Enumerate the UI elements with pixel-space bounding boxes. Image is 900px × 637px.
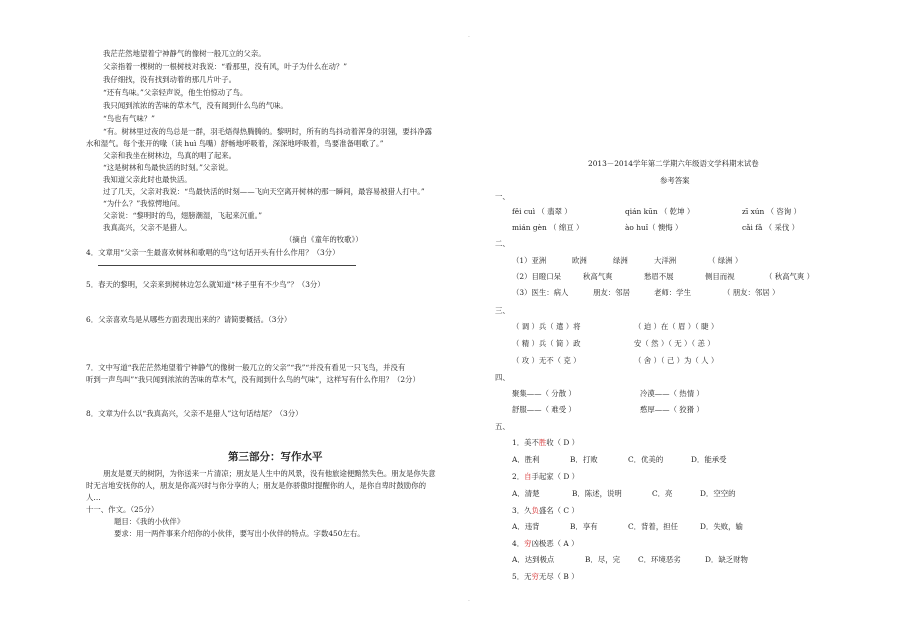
antonym-answer: 冷漠——（ 热情 ） bbox=[640, 389, 704, 398]
choice-option: A．清楚 bbox=[512, 489, 540, 498]
section-5-label: 五、 bbox=[495, 422, 510, 431]
pinyin-answer: ào huǐ（ 懊悔 ） bbox=[625, 223, 683, 232]
question-5: 5．春天的黎明，父亲来到树林边怎么就知道“林子里有不少鸟”？（3分） bbox=[86, 280, 325, 289]
story-line: “这是树林和鸟最快活的时刻。”父亲说。 bbox=[103, 163, 233, 172]
story-line: 我只闻到浓浓的苦味的草木气，没有闻到什么鸟的气味。 bbox=[103, 101, 288, 110]
pinyin-answer: zī xún （ 咨询 ） bbox=[742, 207, 801, 216]
odd-word-answer: 朋友：邻居 bbox=[593, 288, 630, 297]
odd-word-answer: （2）目瞪口呆 bbox=[512, 272, 562, 281]
story-line: 父亲说：“黎明时的鸟，翅膀潮湿，飞起来沉重。” bbox=[103, 211, 263, 220]
pinyin-answer: fěi cuì （ 翡翠 ） bbox=[512, 207, 572, 216]
story-line: 水和湿气。每个张开的喙（读 huì 鸟嘴）舒畅地呼吸着，深深地呼吸着，鸟要准备唱歌了。” bbox=[86, 139, 384, 148]
pinyin-answer: qián kūn （ 乾坤 ） bbox=[625, 207, 695, 216]
choice-option: C．优美的 bbox=[628, 455, 664, 464]
story-line: 我知道父亲此时也最快活。 bbox=[103, 175, 192, 184]
odd-word-answer: 愁眉不展 bbox=[644, 272, 674, 281]
part-three-heading: 第三部分：写作水平 bbox=[228, 451, 323, 463]
question-7-line-1: 7．文中写道“我茫茫然地望着宁神静气的像树一般兀立的父亲”“我”“并没有看见一只飞鸟，并没有 bbox=[86, 363, 406, 372]
odd-word-answer: （ 秋高气爽 ） bbox=[765, 272, 815, 281]
writing-intro-line: 朋友是夏天的树阴，为你送来一片清凉；朋友是人生中的风景，没有他旅途便黯然失色。朋友是你失意 bbox=[103, 469, 436, 478]
highlighted-character: 负 bbox=[531, 506, 539, 515]
choice-option: D．缺乏财物 bbox=[705, 555, 748, 564]
choice-question-2 bbox=[512, 472, 579, 481]
antonym-answer: 聚集——（ 分散 ） bbox=[512, 389, 576, 398]
choice-option: C．背着，担任 bbox=[628, 522, 678, 531]
choice-question-4 bbox=[512, 539, 579, 548]
question-4: 4．文章用“父亲一生最喜欢树林和歌唱的鸟”这句话开头有什么作用？（3分） bbox=[86, 248, 340, 257]
question-suffix: 手起家（ D ） bbox=[531, 472, 580, 481]
writing-intro-line: 人… bbox=[86, 493, 101, 502]
page-mark-bottom: . bbox=[468, 596, 470, 603]
question-7-line-2: 听到一声鸟叫”“我只闻到浓浓的苦味的草木气，没有闻到什么鸟的气味”，这样写有什么作用？（2分） bbox=[86, 375, 420, 384]
antonym-answer: 舒服——（ 难受 ） bbox=[512, 405, 576, 414]
question-prefix: 4． bbox=[512, 539, 525, 548]
odd-word-answer: （3）医生：病人 bbox=[512, 288, 569, 297]
idiom-answer: （ 舍 ）（ 己 ）为（ 人 ） bbox=[634, 356, 719, 365]
story-line: “有。树林里过夜的鸟总是一群，羽毛焐得热腾腾的。黎明时，所有的鸟抖动着浑身的羽翎，要抖净露 bbox=[103, 127, 432, 136]
odd-word-answer: 侧目而视 bbox=[705, 272, 735, 281]
essay-title: 题目：《我的小伙伴》 bbox=[114, 517, 185, 526]
story-line: 父亲和我坐在树林边，鸟真的唱了起来。 bbox=[103, 151, 237, 160]
section-1-label: 一、 bbox=[495, 192, 510, 201]
question-8: 8．文章为什么以“我真高兴，父亲不是猎人”这句话结尾？（3分） bbox=[86, 409, 303, 418]
odd-word-answer: （ 朋友：邻居 ） bbox=[723, 288, 780, 297]
section-3-label: 三、 bbox=[495, 306, 510, 315]
choice-option: B．享有 bbox=[570, 522, 598, 531]
answer-sheet-subtitle: 参考答案 bbox=[660, 176, 690, 185]
pinyin-answer: mián gèn （ 绵亘 ） bbox=[512, 223, 584, 232]
answer-sheet-title: 2013－2014学年第二学期六年级语文学科期末试卷 bbox=[588, 159, 759, 168]
question-prefix: 1．美不 bbox=[512, 438, 539, 447]
writing-intro-line: 时无言地安抚你的人，朋友是你高兴时与你分享的人；朋友是你骄傲时提醒你的人，是你自卑时鼓励你的 bbox=[86, 481, 426, 490]
highlighted-character: 穷 bbox=[531, 572, 539, 581]
idiom-answer: （ 调 ）兵（ 遣 ）将 bbox=[512, 322, 581, 331]
question-prefix: 3．久 bbox=[512, 506, 532, 515]
choice-option: D．失败，输 bbox=[700, 522, 743, 531]
section-2-label: 二、 bbox=[495, 239, 510, 248]
highlighted-character: 胜 bbox=[538, 438, 547, 447]
choice-option: C．环境恶劣 bbox=[638, 555, 681, 564]
story-line: 我茫茫然地望着宁神静气的像树一般兀立的父亲。 bbox=[103, 49, 266, 58]
choice-option: C．亮 bbox=[652, 489, 673, 498]
choice-question-5 bbox=[512, 572, 579, 581]
odd-word-answer: 秋高气爽 bbox=[583, 272, 613, 281]
idiom-answer: 安（ 然 ）（ 无 ）（ 恙 ） bbox=[634, 339, 715, 348]
idiom-answer: （ 迫 ）在（ 眉 ）（ 睫 ） bbox=[634, 322, 719, 331]
choice-option: D．空空的 bbox=[700, 489, 736, 498]
question-6: 6．父亲喜欢鸟是从哪些方面表现出来的？请简要概括。（3分） bbox=[86, 315, 292, 324]
story-line: 我真高兴，父亲不是猎人。 bbox=[103, 223, 192, 232]
choice-option: A．达到极点 bbox=[512, 555, 555, 564]
essay-requirements: 要求：用一两件事来介绍你的小伙伴，要写出小伙伴的特点。字数450左右。 bbox=[114, 529, 365, 538]
antonym-answer: 憨厚——（ 狡猾 ） bbox=[640, 405, 704, 414]
story-line: “鸟也有气味？” bbox=[103, 114, 155, 123]
idiom-answer: （ 攻 ）无不（ 克 ） bbox=[512, 356, 581, 365]
odd-word-answer: 老师：学生 bbox=[654, 288, 691, 297]
odd-word-answer: 绿洲 bbox=[613, 256, 628, 265]
story-line: “为什么？”我惊愕地问。 bbox=[103, 199, 185, 208]
story-line: 我仔细找，没有找到动着的那几片叶子。 bbox=[103, 75, 237, 84]
essay-heading: 十一、作文。（25分） bbox=[86, 505, 159, 514]
section-4-label: 四、 bbox=[495, 373, 510, 382]
choice-option: B．尽，完 bbox=[585, 555, 620, 564]
odd-word-answer: （ 绿洲 ） bbox=[708, 256, 743, 265]
question-suffix: 无尽（ B ） bbox=[538, 572, 579, 581]
question-prefix: 5．无 bbox=[512, 572, 532, 581]
odd-word-answer: 欧洲 bbox=[572, 256, 587, 265]
odd-word-answer: （1）亚洲 bbox=[512, 256, 547, 265]
question-suffix: 盛名（ C ） bbox=[538, 506, 579, 515]
page-mark-top: . bbox=[468, 32, 470, 39]
question-suffix: 凶极恶（ A ） bbox=[531, 539, 579, 548]
highlighted-character: 穷 bbox=[524, 539, 532, 548]
choice-option: A．违背 bbox=[512, 522, 540, 531]
choice-option: D．能承受 bbox=[691, 455, 727, 464]
question-suffix: 收（ D ） bbox=[546, 438, 580, 447]
story-line: 父亲指着一棵树的一根树枝对我说：“看那里，没有风，叶子为什么在动？” bbox=[103, 62, 348, 71]
idiom-answer: （ 精 ）兵（ 简 ）政 bbox=[512, 339, 581, 348]
choice-option: A．胜利 bbox=[512, 455, 540, 464]
pinyin-answer: cǎi fǎ （ 采伐 ） bbox=[742, 223, 800, 232]
source-citation: （摘自《童年的牧歌》） bbox=[285, 235, 363, 244]
choice-question-3 bbox=[512, 506, 579, 515]
highlighted-character: 自 bbox=[524, 472, 532, 481]
choice-option: B．打败 bbox=[570, 455, 598, 464]
story-line: 过了几天，父亲对我说：“鸟最快活的时刻——飞向天空离开树林的那一瞬间，最容易被猎人打中。” bbox=[103, 187, 425, 196]
question-prefix: 2． bbox=[512, 472, 525, 481]
choice-option: B．陈述，说明 bbox=[572, 489, 622, 498]
odd-word-answer: 大洋洲 bbox=[654, 256, 677, 265]
story-line: “还有鸟味。”父亲轻声说，他生怕惊动了鸟。 bbox=[103, 88, 248, 97]
choice-question-1 bbox=[512, 438, 579, 447]
answer-line bbox=[98, 265, 356, 266]
